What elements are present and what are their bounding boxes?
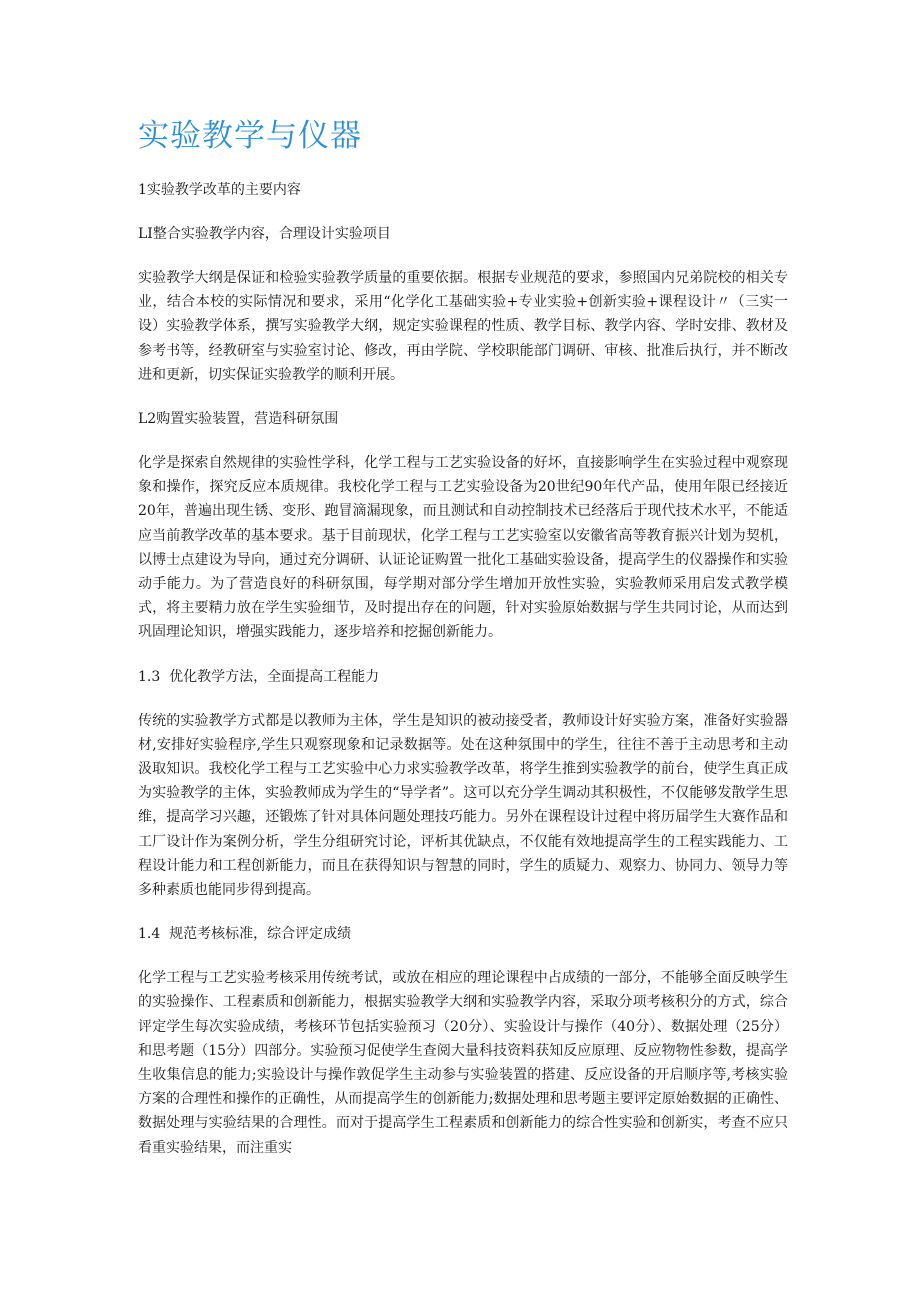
paragraph-1-1: 实验教学大纲是保证和检验实验教学质量的重要依据。根据专业规范的要求，参照国内兄弟院校的相关专业，结合本校的实际情况和要求，采用“化学化工基础实验+专业实验+创新实验+课程设计〃（三实一设）实验教学体系，撰写实验教学大纲，规定实验课程的性质、教学目标、教学内容、学时安排、教材及参考书等，经教研室与实验室讨论、修改，再由学院、学校职能部门调研、审核、批准后执行，并不断改进和更新，切实保证实验教学的顺利开展。 [138,270,788,383]
section-heading-1-1: LI整合实验教学内容，合理设计实验项目 [138,226,391,242]
document-title: 实验教学与仪器 [138,118,362,154]
paragraph-1-4: 化学工程与工艺实验考核采用传统考试，或放在相应的理论课程中占成绩的一部分，不能够全面反映学生的实验操作、工程素质和创新能力，根据实验教学大纲和实验教学内容，采取分项考核积分的方式，综合评定学生每次实验成绩，考核环节包括实验预习（20分）、实验设计与操作（40分）、数据处理（25分）和思考题（15分）四部分。实验预习促使学生查阅大量科技资料获知反应原理、反应物物性参数，提高学生收集信息的能力;实验设计与操作敦促学生主动参与实验装置的搭建、反应设备的开启顺序等,考核实验方案的合理性和操作的正确性，从而提高学生的创新能力;数据处理和思考题主要评定原始数据的正确性、数据处理与实验结果的合理性。而对于提高学生工程素质和创新能力的综合性实验和创新实，考查不应只看重实验结果，而注重实 [138,970,788,1156]
document-page [138,108,788,1180]
section-heading-1: 1实验教学改革的主要内容 [138,182,301,198]
section-heading-1-4: 1.4 规范考核标准，综合评定成绩 [138,926,352,943]
section-heading-1-2: L2购置实验装置，营造科研氛围 [138,411,339,428]
paragraph-1-2: 化学是探索自然规律的实验性学科，化学工程与工艺实验设备的好坏，直接影响学生在实验过程中观察现象和操作，探究反应本质规律。我校化学工程与工艺实验设备为20世纪90年代产品，使用年限已经接近20年，普遍出现生锈、变形、跑冒滴漏现象，而且测试和自动控制技术已经落后于现代技术水平，不能适应当前教学改革的基本要求。基于目前现状，化学工程与工艺实验室以安徽省高等教育振兴计划为契机，以博士点建设为导向，通过充分调研、认证论证购置一批化工基础实验设备，提高学生的仪器操作和实验动手能力。为了营造良好的科研氛围，每学期对部分学生增加开放性实验，实验教师采用启发式教学模式，将主要精力放在学生实验细节，及时提出存在的问题，针对实验原始数据与学生共同讨论，从而达到巩固理论知识，增强实践能力，逐步培养和挖掘创新能力。 [138,455,788,641]
section-heading-1-3: 1.3 优化教学方法，全面提高工程能力 [138,668,380,685]
paragraph-1-3: 传统的实验教学方式都是以教师为主体，学生是知识的被动接受者，教师设计好实验方案，准备好实验器材,安排好实验程序,学生只观察现象和记录数据等。处在这种氛围中的学生，往往不善于主动思考和主动汲取知识。我校化学工程与工艺实验中心力求实验教学改革，将学生推到实验教学的前台，使学生真正成为实验教学的主体，实验教师成为学生的“导学者”。这可以充分学生调动其积极性，不仅能够发散学生思维，提高学习兴趣，还锻炼了针对具体问题处理技巧能力。另外在课程设计过程中将历届学生大赛作品和工厂设计作为案例分析，学生分组研究讨论，评析其优缺点，不仅能有效地提高学生的工程实践能力、工程设计能力和工程创新能力，而且在获得知识与智慧的同时，学生的质疑力、观察力、协同力、领导力等多种素质也能同步得到提高。 [138,712,788,899]
